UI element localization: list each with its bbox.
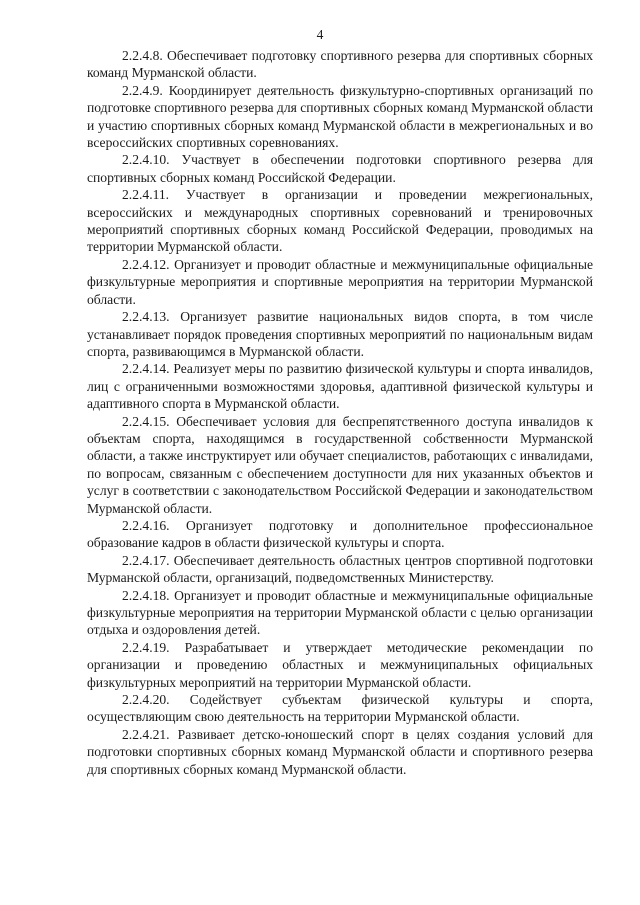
paragraph-2-2-4-21: 2.2.4.21. Развивает детско-юношеский спорт в целях создания условий для подготовки спортивных сборных команд Мурманской области и спортивного резерва для спортивных сборных команд Мурманской области. bbox=[87, 726, 593, 777]
paragraph-2-2-4-13: 2.2.4.13. Организует развитие национальных видов спорта, в том числе устанавливает порядок проведения спортивных мероприятий по национальным видам спорта, развивающимся в Мурманской области. bbox=[87, 309, 593, 359]
paragraph-2-2-4-18: 2.2.4.18. Организует и проводит областные и межмуниципальные официальные физкультурные мероприятия на территории Мурманской области с целью организации отдыха и оздоровления детей. bbox=[87, 587, 593, 638]
paragraph-2-2-4-8: 2.2.4.8. Обеспечивает подготовку спортивного резерва для спортивных сборных команд Мурманской области. bbox=[87, 48, 593, 81]
paragraph-2-2-4-17: 2.2.4.17. Обеспечивает деятельность областных центров спортивной подготовки Мурманской области, организаций, подведомственных Министерству. bbox=[87, 552, 593, 586]
paragraph-2-2-4-16: 2.2.4.16. Организует подготовку и дополнительное профессиональное образование кадров в области физической культуры и спорта. bbox=[87, 517, 593, 551]
paragraph-2-2-4-9: 2.2.4.9. Координирует деятельность физкультурно-спортивных организаций по подготовке спортивного резерва для спортивных сборных команд Мурманской области и участию спортивных сборных команд Мурманской области в межрегиональных и во всероссийских спортивных соревнованиях. bbox=[87, 82, 593, 151]
paragraph-2-2-4-19: 2.2.4.19. Разрабатывает и утверждает методические рекомендации по организации и проведению областных и межмуниципальных официальных физкультурных мероприятий на территории Мурманской области. bbox=[87, 639, 593, 690]
paragraph-2-2-4-15: 2.2.4.15. Обеспечивает условия для беспрепятственного доступа инвалидов к объектам спорта, находящимся в государственной собственности Мурманской области, а также инструктирует или обучает специалистов, работающих с инвалидами, по вопросам, связанным с обеспечением доступности для них указанных объектов и услуг в соответствии с законодательством Российской Федерации и законодательством Мурманской области. bbox=[87, 413, 593, 516]
paragraph-2-2-4-11: 2.2.4.11. Участвует в организации и проведении межрегиональных, всероссийских и международных спортивных соревнований и тренировочных мероприятий спортивных сборных команд Российской Федерации, проводимых на территории Мурманской области. bbox=[87, 187, 593, 255]
paragraph-2-2-4-10: 2.2.4.10. Участвует в обеспечении подготовки спортивного резерва для спортивных сборных команд Российской Федерации. bbox=[87, 152, 593, 185]
paragraph-2-2-4-12: 2.2.4.12. Организует и проводит областные и межмуниципальные официальные физкультурные мероприятия и спортивные мероприятия на территории Мурманской области. bbox=[87, 256, 593, 307]
paragraph-2-2-4-14: 2.2.4.14. Реализует меры по развитию физической культуры и спорта инвалидов, лиц с ограниченными возможностями здоровья, адаптивной физической культуры и адаптивного спорта в Мурманской области. bbox=[87, 361, 593, 412]
paragraph-2-2-4-20: 2.2.4.20. Содействует субъектам физической культуры и спорта, осуществляющим свою деятельность на территории Мурманской области. bbox=[87, 692, 593, 725]
page-number: 4 bbox=[316, 27, 324, 42]
document-body bbox=[87, 47, 593, 778]
